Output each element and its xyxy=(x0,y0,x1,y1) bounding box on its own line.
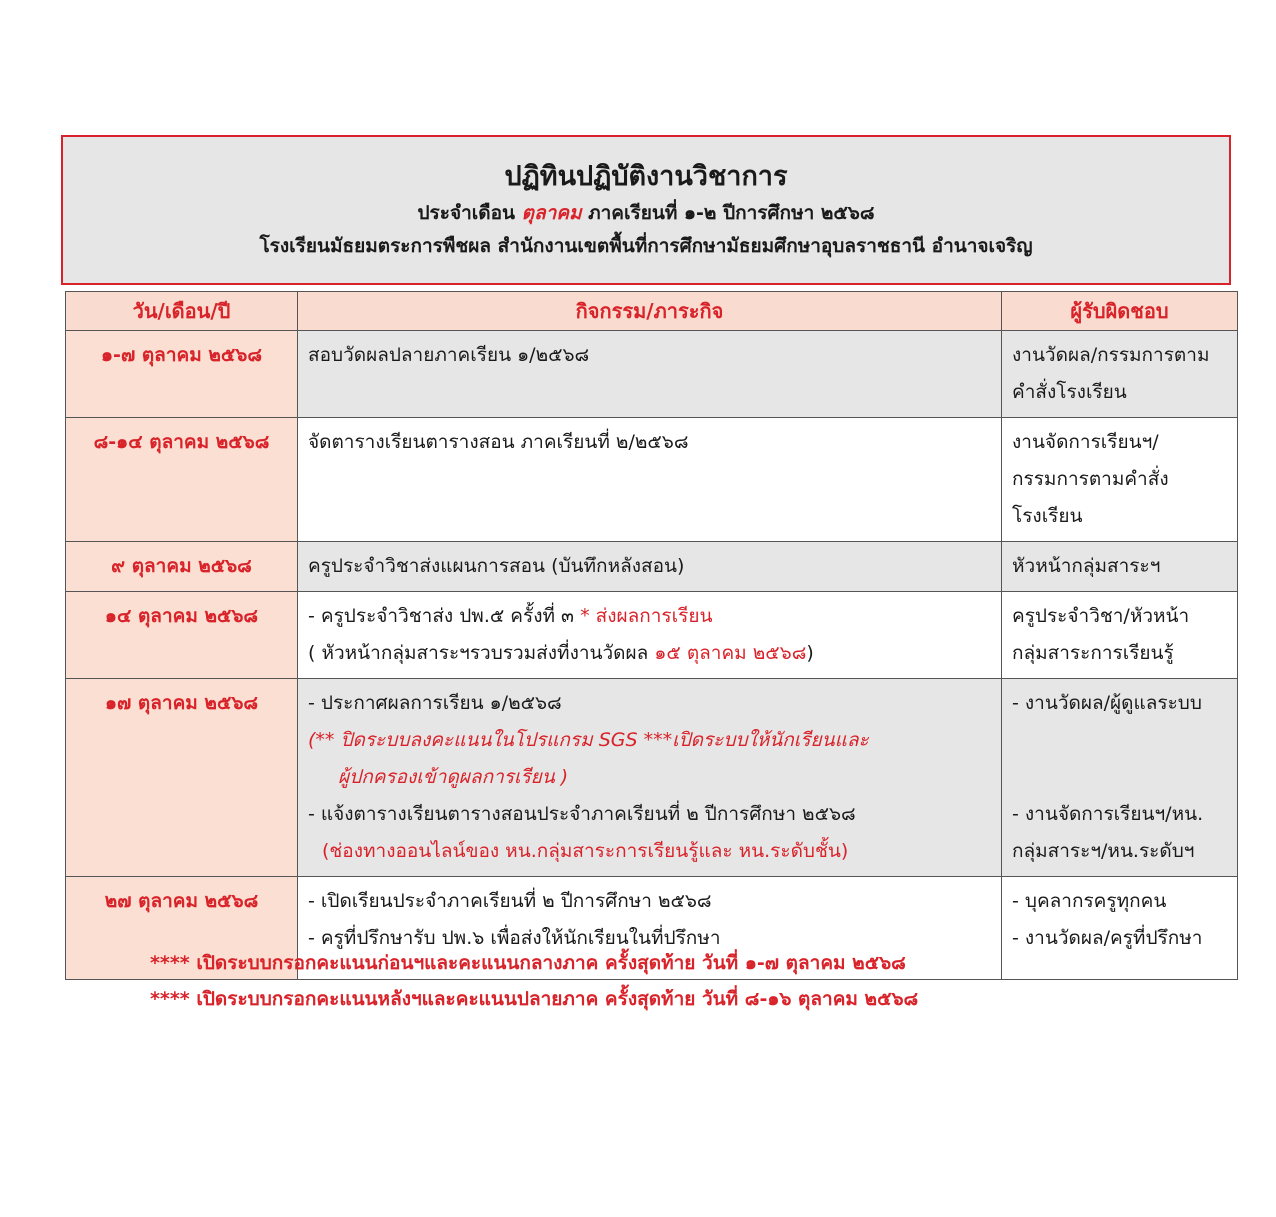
activity-note: (ช่องทางออนไลน์ของ หน.กลุ่มสาระการเรียนรู้และ หน.ระดับชั้น) xyxy=(322,840,849,862)
table-row xyxy=(66,331,1238,418)
document-title: ปฏิทินปฏิบัติงานวิชาการ xyxy=(504,161,788,192)
table-row xyxy=(66,418,1238,542)
row-activity xyxy=(298,418,1002,542)
activity-line xyxy=(308,598,991,635)
row-responsible xyxy=(1002,877,1238,980)
row-date: ๑๗ ตุลาคม ๒๕๖๘ xyxy=(66,679,298,877)
responsible-line: กลุ่มสาระการเรียนรู้ xyxy=(1012,642,1174,664)
responsible-line: - งานวัดผล/ผู้ดูแลระบบ xyxy=(1012,692,1202,714)
row-activity xyxy=(298,542,1002,592)
document-subtitle xyxy=(63,198,1229,228)
activity-note: ผู้ปกครองเข้าดูผลการเรียน ) xyxy=(338,766,569,788)
row-date: ๒๗ ตุลาคม ๒๕๖๘ xyxy=(66,877,298,980)
responsible-line: กรรมการตามคำสั่ง xyxy=(1012,468,1169,490)
table-row xyxy=(66,542,1238,592)
table-header-row xyxy=(66,292,1238,331)
responsible-line: - งานจัดการเรียนฯ/หน. xyxy=(1012,803,1204,825)
row-date: ๑-๗ ตุลาคม ๒๕๖๘ xyxy=(66,331,298,418)
activity-line: - แจ้งตารางเรียนตารางสอนประจำภาคเรียนที่ ๒ ปีการศึกษา ๒๕๖๘ xyxy=(308,803,856,825)
subtitle-prefix: ประจำเดือน xyxy=(417,202,522,224)
activity-line: - เปิดเรียนประจำภาคเรียนที่ ๒ ปีการศึกษา ๒๕๖๘ xyxy=(308,890,712,912)
activity-note: (** ปิดระบบลงคะแนนในโปรแกรม SGS ***เปิดระบบให้นักเรียนและ xyxy=(308,729,869,751)
table-row xyxy=(66,679,1238,877)
activity-line: ครูประจำวิชาส่งแผนการสอน (บันทึกหลังสอน) xyxy=(308,555,685,577)
activity-line: - ครูที่ปรึกษารับ ปพ.๖ เพื่อส่งให้นักเรียนในที่ปรึกษา xyxy=(308,927,721,949)
table-row xyxy=(66,592,1238,679)
responsible-line: กลุ่มสาระฯ/หน.ระดับฯ xyxy=(1012,840,1195,862)
activity-text: ) xyxy=(806,642,814,664)
row-responsible xyxy=(1002,542,1238,592)
calendar-table xyxy=(65,291,1238,980)
document-header xyxy=(61,135,1231,285)
responsible-line: หัวหน้ากลุ่มสาระฯ xyxy=(1012,555,1161,577)
subtitle-month: ตุลาคม xyxy=(521,202,582,224)
activity-date-note: ๑๕ ตุลาคม ๒๕๖๘ xyxy=(654,642,807,664)
footnote-1: **** เปิดระบบกรอกคะแนนก่อนฯและคะแนนกลางภาค ครั้งสุดท้าย วันที่ ๑-๗ ตุลาคม ๒๕๖๘ xyxy=(150,952,906,974)
footnote-2: **** เปิดระบบกรอกคะแนนหลังฯและคะแนนปลายภาค ครั้งสุดท้าย วันที่ ๘-๑๖ ตุลาคม ๒๕๖๘ xyxy=(150,988,919,1010)
row-activity xyxy=(298,679,1002,877)
row-date: ๘-๑๔ ตุลาคม ๒๕๖๘ xyxy=(66,418,298,542)
activity-note: * ส่งผลการเรียน xyxy=(580,605,713,627)
responsible-line: โรงเรียน xyxy=(1012,505,1083,527)
column-header-activity: กิจกรรม/ภาระกิจ xyxy=(298,292,1002,331)
activity-line: สอบวัดผลปลายภาคเรียน ๑/๒๕๖๘ xyxy=(308,344,590,366)
activity-line: จัดตารางเรียนตารางสอน ภาคเรียนที่ ๒/๒๕๖๘ xyxy=(308,431,689,453)
activity-line: - ประกาศผลการเรียน ๑/๒๕๖๘ xyxy=(308,692,562,714)
responsible-line: คำสั่งโรงเรียน xyxy=(1012,381,1127,403)
row-activity xyxy=(298,331,1002,418)
row-responsible xyxy=(1002,592,1238,679)
row-activity xyxy=(298,592,1002,679)
responsible-line: - งานวัดผล/ครูที่ปรึกษา xyxy=(1012,927,1203,949)
column-header-date: วัน/เดือน/ปี xyxy=(66,292,298,331)
responsible-line: - บุคลากรครูทุกคน xyxy=(1012,890,1167,912)
row-responsible xyxy=(1002,418,1238,542)
row-date: ๑๔ ตุลาคม ๒๕๖๘ xyxy=(66,592,298,679)
row-date: ๙ ตุลาคม ๒๕๖๘ xyxy=(66,542,298,592)
responsible-line: งานวัดผล/กรรมการตาม xyxy=(1012,344,1210,366)
activity-text: ( หัวหน้ากลุ่มสาระฯรวบรวมส่งที่งานวัดผล xyxy=(308,642,655,664)
row-responsible xyxy=(1002,679,1238,877)
activity-text: - ครูประจำวิชาส่ง ปพ.๕ ครั้งที่ ๓ xyxy=(308,605,581,627)
subtitle-suffix: ภาคเรียนที่ ๑-๒ ปีการศึกษา ๒๕๖๘ xyxy=(581,202,875,224)
school-name: โรงเรียนมัธยมตระการพืชผล สำนักงานเขตพื้นที่การศึกษามัธยมศึกษาอุบลราชธานี อำนาจเจริญ xyxy=(259,235,1033,257)
activity-line xyxy=(308,635,991,672)
responsible-line: งานจัดการเรียนฯ/ xyxy=(1012,431,1159,453)
responsible-line: ครูประจำวิชา/หัวหน้า xyxy=(1012,605,1190,627)
column-header-responsible: ผู้รับผิดชอบ xyxy=(1002,292,1238,331)
row-responsible xyxy=(1002,331,1238,418)
